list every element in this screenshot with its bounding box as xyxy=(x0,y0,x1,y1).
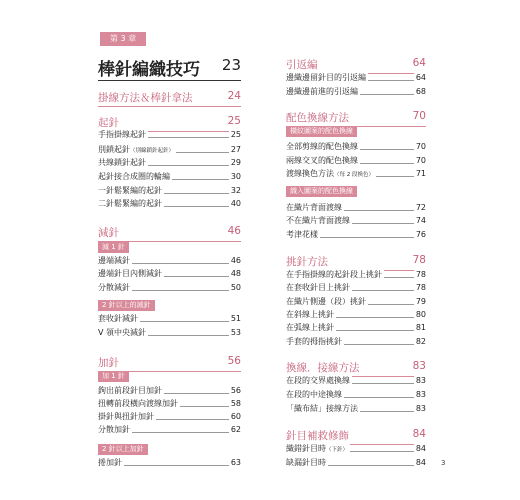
toc-entry-title: 不在織片背面渡線 xyxy=(286,216,350,225)
toc-entry-page: 58 xyxy=(230,399,241,408)
chapter-title xyxy=(98,55,241,80)
subsection-label: 橫紋圖案的配色換線 xyxy=(286,126,357,137)
toc-entry-page: 74 xyxy=(415,216,426,225)
toc-entry-title: 「織布結」接線方法 xyxy=(286,404,358,413)
toc-entry[interactable] xyxy=(98,282,241,294)
toc-entry-title: 在斜線上挑針 xyxy=(286,310,334,319)
section-heading[interactable] xyxy=(98,225,241,241)
toc-entry-title: 分散加針 xyxy=(98,425,130,434)
toc-entry[interactable] xyxy=(98,313,241,325)
section-heading[interactable] xyxy=(286,110,426,126)
toc-entry-title: 織錯針目時（下針） xyxy=(286,443,350,456)
toc-entry-page: 70 xyxy=(415,156,426,165)
toc-entry[interactable] xyxy=(286,336,426,348)
toc-entry-title: 渡線換色方法（每 2 段換色） xyxy=(286,168,376,181)
section-page: 25 xyxy=(227,115,241,127)
toc-entry[interactable] xyxy=(286,457,426,469)
section-page: 24 xyxy=(227,90,241,102)
section-page: 78 xyxy=(412,254,426,266)
toc-entry-note: （下針） xyxy=(326,447,349,453)
toc-entry-title: 捲加針 xyxy=(98,458,122,467)
toc-entry[interactable] xyxy=(286,309,426,321)
toc-entry-page: 76 xyxy=(415,230,426,239)
toc-entry-title: 邊織邊前進的引返編 xyxy=(286,87,358,96)
toc-entry-page: 84 xyxy=(415,444,426,453)
toc-entry-title: 掛針與扭針加針 xyxy=(98,412,154,421)
toc-entry-title: 手指掛線起針 xyxy=(98,130,146,139)
subsection-label: 織入圖案的配色換線 xyxy=(286,186,357,197)
toc-entry-page: 25 xyxy=(230,130,241,139)
toc-entry-page: 29 xyxy=(230,158,241,167)
section-heading[interactable] xyxy=(98,90,241,106)
section-title: 加針 xyxy=(98,357,119,369)
toc-entry[interactable] xyxy=(286,155,426,167)
chapter-title-page: 23 xyxy=(221,56,241,74)
toc-entry[interactable] xyxy=(286,72,426,84)
section-page: 70 xyxy=(412,110,426,122)
toc-entry-title: 邊端針目內側減針 xyxy=(98,269,162,278)
section-page: 56 xyxy=(227,355,241,367)
toc-entry[interactable] xyxy=(98,457,241,469)
section-heading[interactable] xyxy=(286,57,426,73)
toc-entry-page: 51 xyxy=(230,314,241,323)
toc-entry-title: 手套的拇指挑針 xyxy=(286,337,342,346)
toc-entry[interactable] xyxy=(286,229,426,241)
toc-entry-title: 扭轉前段橫向渡線加針 xyxy=(98,399,178,408)
toc-entry-page: 40 xyxy=(230,199,241,208)
toc-entry-page: 56 xyxy=(230,386,241,395)
toc-entry[interactable] xyxy=(286,375,426,387)
toc-entry[interactable] xyxy=(98,327,241,339)
section-page: 84 xyxy=(412,428,426,440)
section-page: 64 xyxy=(412,57,426,69)
toc-entry-title: 別鎖起針（別線鎖針起針） xyxy=(98,144,176,157)
toc-entry-page: 72 xyxy=(415,203,426,212)
section-title: 挑針方法 xyxy=(286,256,328,268)
toc-entry-title: 在弧線上挑針 xyxy=(286,323,334,332)
toc-entry-title: 兩線交叉的配色換線 xyxy=(286,156,358,165)
toc-entry-title: 起針接合成圈的輪編 xyxy=(98,172,170,181)
toc-entry[interactable] xyxy=(286,322,426,334)
toc-entry-page: 79 xyxy=(415,297,426,306)
subsection-label: 減 1 針 xyxy=(98,242,129,253)
section-page: 83 xyxy=(412,360,426,372)
toc-entry-title: 二針鬆緊編的起針 xyxy=(98,199,162,208)
toc-entry[interactable] xyxy=(286,215,426,227)
page-number: 3 xyxy=(441,459,446,467)
toc-entry-page: 81 xyxy=(415,323,426,332)
toc-entry-title: 缺漏針目時 xyxy=(286,458,326,467)
toc-entry-page: 68 xyxy=(415,87,426,96)
toc-entry-note: （每 2 段換色） xyxy=(334,172,374,178)
toc-entry[interactable] xyxy=(98,129,241,141)
subsection-label: 加 1 針 xyxy=(98,371,129,382)
toc-entry[interactable] xyxy=(286,86,426,98)
subsection-label: 2 針以上的減針 xyxy=(98,300,155,311)
section-title: 引返編 xyxy=(286,59,318,71)
toc-entry-page: 60 xyxy=(230,412,241,421)
toc-entry[interactable] xyxy=(98,185,241,197)
toc-entry-title: 共線鎖針起針 xyxy=(98,158,146,167)
toc-entry-title: 邊織邊留針目的引返編 xyxy=(286,73,366,82)
toc-entry[interactable] xyxy=(98,144,241,156)
toc-entry-page: 83 xyxy=(415,404,426,413)
toc-entry-title: 在段的中途換線 xyxy=(286,390,342,399)
toc-entry[interactable] xyxy=(98,171,241,183)
toc-entry-page: 82 xyxy=(415,337,426,346)
section-title: 掛線方法＆棒針拿法 xyxy=(98,92,193,104)
toc-entry-page: 53 xyxy=(230,328,241,337)
section-title: 起針 xyxy=(98,117,119,129)
toc-entry[interactable] xyxy=(98,424,241,436)
toc-entry-title: 鉤出前段針目加針 xyxy=(98,386,162,395)
toc-entry-page: 78 xyxy=(415,270,426,279)
toc-entry[interactable] xyxy=(98,398,241,410)
toc-entry-title: V 領中央減針 xyxy=(98,328,147,337)
toc-entry-title: 在織片背面渡線 xyxy=(286,203,342,212)
toc-entry[interactable] xyxy=(98,157,241,169)
toc-entry-page: 27 xyxy=(230,145,241,154)
toc-entry-page: 80 xyxy=(415,310,426,319)
chapter-title-rule xyxy=(98,80,241,81)
toc-entry-page: 62 xyxy=(230,425,241,434)
toc-entry-page: 71 xyxy=(415,169,426,178)
section-heading[interactable] xyxy=(286,254,426,270)
toc-entry-page: 48 xyxy=(230,269,241,278)
toc-entry[interactable] xyxy=(286,168,426,180)
toc-entry-page: 30 xyxy=(230,172,241,181)
toc-entry[interactable] xyxy=(286,202,426,214)
toc-entry-page: 64 xyxy=(415,73,426,82)
toc-entry[interactable] xyxy=(286,282,426,294)
toc-entry-title: 在段的交界處換線 xyxy=(286,376,350,385)
section-title: 換線．接線方法 xyxy=(286,362,360,374)
chapter-tag: 第 3 章 xyxy=(100,32,146,46)
toc-entry-page: 32 xyxy=(230,186,241,195)
toc-entry-title: 邊端減針 xyxy=(98,256,130,265)
toc-entry[interactable] xyxy=(286,296,426,308)
toc-entry-note: （別線鎖針起針） xyxy=(130,148,175,154)
toc-entry-title: 分散減針 xyxy=(98,283,130,292)
toc-entry-title: 考津花樣 xyxy=(286,230,318,239)
toc-entry-page: 83 xyxy=(415,376,426,385)
toc-entry[interactable] xyxy=(286,269,426,281)
toc-entry-page: 84 xyxy=(415,458,426,467)
toc-entry[interactable] xyxy=(286,141,426,153)
section-title: 減針 xyxy=(98,227,119,239)
section-heading[interactable] xyxy=(286,360,426,376)
toc-entry[interactable] xyxy=(286,403,426,415)
toc-entry[interactable] xyxy=(98,268,241,280)
toc-entry-title: 一針鬆緊編的起針 xyxy=(98,186,162,195)
toc-entry-title: 在織片側邊（段）挑針 xyxy=(286,297,366,306)
section-page: 46 xyxy=(227,225,241,237)
toc-entry[interactable] xyxy=(98,255,241,267)
toc-entry-page: 70 xyxy=(415,142,426,151)
section-rule xyxy=(98,106,241,107)
section-heading[interactable] xyxy=(98,355,241,371)
toc-entry[interactable] xyxy=(286,443,426,455)
section-heading[interactable] xyxy=(286,428,426,444)
toc-entry-page: 83 xyxy=(415,390,426,399)
toc-entry[interactable] xyxy=(286,389,426,401)
section-title: 配色換線方法 xyxy=(286,112,349,124)
toc-entry-page: 63 xyxy=(230,458,241,467)
toc-entry-title: 全部剪線的配色換線 xyxy=(286,142,358,151)
toc-entry[interactable] xyxy=(98,198,241,210)
toc-entry-page: 46 xyxy=(230,256,241,265)
toc-entry-title: 套收針減針 xyxy=(98,314,138,323)
toc-entry-page: 78 xyxy=(415,283,426,292)
toc-entry[interactable] xyxy=(98,385,241,397)
section-title: 針目補救修飾 xyxy=(286,430,349,442)
subsection-label: 2 針以上加針 xyxy=(98,444,148,455)
chapter-title-text: 棒針編織技巧 xyxy=(98,60,200,80)
toc-entry[interactable] xyxy=(98,411,241,423)
toc-entry-title: 在手指掛線的起針段上挑針 xyxy=(286,270,382,279)
toc-entry-page: 50 xyxy=(230,283,241,292)
toc-entry-title: 在套收針目上挑針 xyxy=(286,283,350,292)
